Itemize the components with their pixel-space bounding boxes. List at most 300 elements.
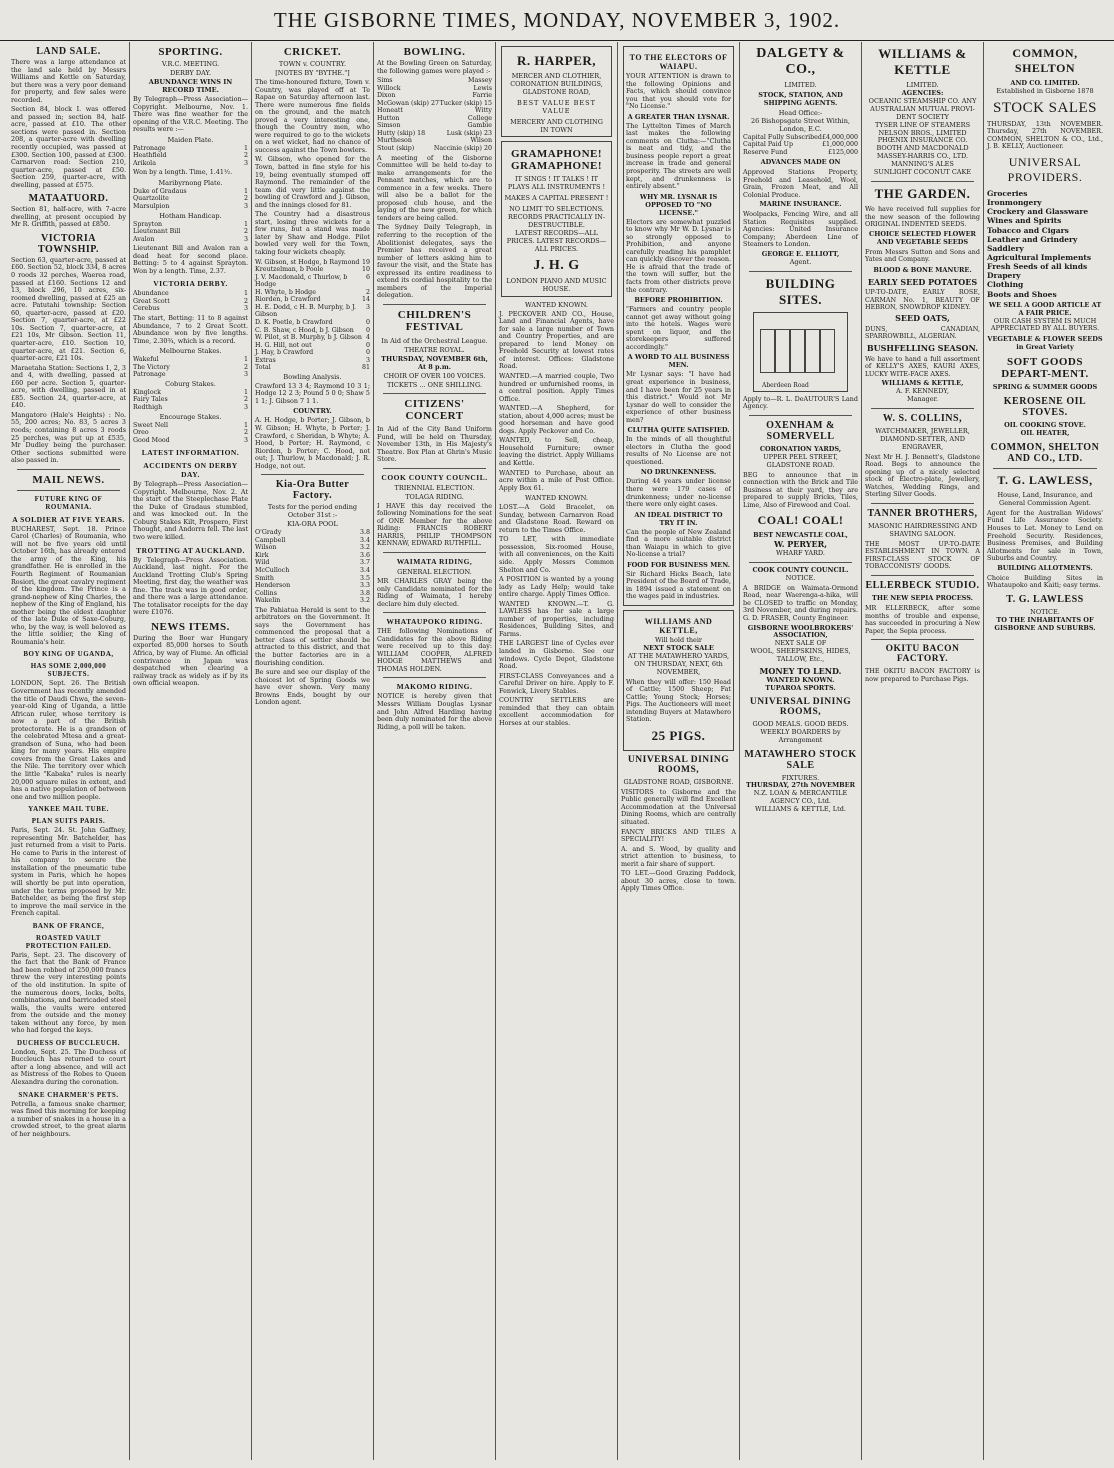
capital-rows: [743, 134, 858, 157]
seed-oats: SEED OATS,: [895, 312, 950, 323]
matawhero: AT THE MATAWHERO YARDS,: [627, 651, 730, 660]
result-cell: O'Grady: [255, 529, 282, 537]
result-cell: 3: [243, 436, 248, 444]
hotham-handicap: Hotham Handicap.: [159, 211, 222, 220]
filler-text: By Telegraph—Press Association—Copyright. Melbourne, Nov. 1. There was fine weather for the opening of the V.R.C. Meeting. The results were :—: [133, 95, 248, 134]
result-row: [255, 552, 370, 560]
result-cell: 0: [365, 326, 370, 334]
derby-rows: [133, 290, 248, 313]
result-cell: Patronage: [133, 144, 166, 152]
result-cell: Wild: [255, 559, 270, 567]
filler-text: We have to hand a full assortment of KELLY'S AXES, KAURI AXES, LUCKY WITE-FACE AXES.: [865, 354, 980, 378]
result-cell: 0: [365, 341, 370, 349]
jhg-heading: J. H. G: [533, 257, 580, 273]
filler-text: TO LET, with immediate possession, Six-roomed House, with all conveniences, on the Kaiti side. Apply Messrs Common Shelton and Co.: [499, 535, 614, 574]
result-row: [255, 567, 370, 575]
filler-text: We have received full supplies for the new season of the following ORIGINAL INDENTED SEEDS.: [865, 205, 980, 229]
column-3: [252, 42, 374, 1460]
filler-text: Mangatoro (Hale's Heights) : No. 55, 200 acres; No. 83, 5 acres 3 roods; containing 8 acres 3 roods 25 perches, was put up at £535, Mr Dudley being the purchaser. Other sections submitted were also passed in.: [11, 410, 126, 465]
result-row: [133, 429, 248, 437]
mataatuord-heading: MATAATUORD.: [28, 193, 109, 205]
list-item: Tobacco and Cigars: [987, 225, 1069, 235]
filler-text: "Farmers and country people cannot get away without going into the hotels. Wages were spent on liquor, and the storekeepers suffered accordingly.": [626, 305, 731, 351]
melb-rows: [133, 356, 248, 379]
result-cell: Kreutzelman, b Poole: [255, 266, 324, 274]
result-cell: Wilson: [255, 544, 277, 552]
filler-text: MR ELLERBECK, after some months of trouble and expense, has succeeded in procuring a New Paper, the Sepia process.: [865, 603, 980, 635]
citizens-heading: CITIZENS' CONCERT: [404, 397, 465, 422]
coburg-stakes: Coburg Stakes.: [165, 379, 216, 388]
universal-providers: UNIVERSAL PROVIDERS.: [1007, 155, 1083, 185]
result-cell: Campbell: [255, 536, 286, 544]
filler-text: THE LARGEST line of Cycles ever landed in Gisborne. See our windows. Cycle Depot, Gladstone Road.: [499, 639, 614, 671]
result-row: [255, 590, 370, 598]
universal-dining: UNIVERSAL DINING ROOMS,: [749, 696, 852, 717]
result-cell: Naccinie (skip) 20: [433, 145, 492, 153]
result-row: [255, 582, 370, 590]
result-cell: 3.8: [359, 589, 370, 597]
filler-text: Section 81, half-acre, with 7-acre dwelling, at present occupied by Mr R. Griffith, passed at £850.: [11, 205, 126, 229]
country-heading: COUNTRY.: [293, 407, 332, 416]
result-cell: Cerebus: [133, 305, 160, 313]
result-row: [255, 597, 370, 605]
filler-text: The Pahiatua Herald is sent to the arbitrators on the Government. It says the Government has commenced the proposal that a better class of settler should be attracted to this district, and that the butter factories are in a flourishing condition.: [255, 605, 370, 667]
result-row: [255, 334, 370, 342]
result-row: [133, 228, 248, 236]
in-mercery: MERCERY AND CLOTHING: [510, 117, 603, 126]
clutha: CLUTHA QUITE SATISFIED.: [627, 426, 730, 435]
columns: [8, 42, 1108, 1460]
enc-rows: [133, 422, 248, 445]
column-1: [8, 42, 130, 1460]
filler-text: A meeting of the Gisborne Committee will be held to-day to make arrangements for the Pennant matches, which are to commence in a few weeks. There will also be a ballot for the proposed club house, and the laying of the new green, for which tenders are being called.: [377, 153, 492, 222]
result-cell: 6: [365, 273, 370, 281]
filler-text: Agent for the Australian Widows' Fund Life Assurance Society. Houses to Let. Money to Lend on Freehold Security. Residences, Business Premises, and Building Allotments for sale in Town, Suburbs and Country.: [987, 508, 1103, 563]
sepia: THE NEW SEPIA PROCESS.: [872, 594, 973, 603]
result-row: [255, 296, 370, 304]
filler-text: COUNTRY SETTLERS are reminded that they can obtain excellent accommodation for Horses at our stables.: [499, 696, 614, 727]
result-row: [255, 274, 370, 289]
result-cell: Heathfield: [133, 152, 167, 160]
result-cell: 4: [365, 334, 370, 342]
latest-records: LATEST RECORDS—ALL PRICES. LATEST RECORDS—ALL PRICES.: [506, 228, 607, 253]
notice-7: NOTICE.: [785, 573, 816, 582]
spring-summer: SPRING & SUMMER GOODS: [992, 383, 1098, 392]
filler-text: BEG to announce that in connection with the Brick and Tile Business at their yard, they are prepared to supply Bricks, Tiles, Lime, Also of Firewood and Coal.: [743, 470, 858, 509]
filler-text: A. and S. Wood, by quality and strict attention to business, to merit a fair share of support.: [621, 844, 736, 868]
result-row: [377, 77, 492, 85]
filler-text: LOST.—A Gold Bracelet, on Sunday, between Carnarvon Road and Gladstone Road. Reward on return to the Times Office.: [499, 503, 614, 534]
filler-text: By Telegraph—Press Association—Copyright. Melbourne, Nov. 2. At the start of the Steeplechase Plate the Duke of Gradaus stumbled, and was knocked out. In the Coburg Stakes Kilt, Prospero, First Thought, and Andorra fell. The last two were killed.: [133, 480, 248, 541]
result-row: [133, 371, 248, 379]
result-row: [133, 396, 248, 404]
soft-goods: SOFT GOODS DEPART-MENT.: [1001, 356, 1089, 381]
will-hold: Will hold their: [654, 635, 703, 644]
result-cell: 3.5: [359, 574, 370, 582]
soldier-heading: A SOLDIER AT FIVE YEARS.: [12, 514, 125, 524]
plan-heading: PLAN SUITS PARIS.: [31, 817, 106, 826]
filler-text: VISITORS to Gisborne and the Public generally will find Excellent Accommodation at the Universal Dining Rooms, which are centrally situated.: [621, 787, 736, 826]
result-row: [133, 290, 248, 298]
result-row: [133, 298, 248, 306]
collins: W. S. COLLINS,: [882, 412, 963, 424]
result-row: [133, 195, 248, 203]
filler-text: In Aid of the City Band Uniform Fund, will be held on Thursday, November 13th, in His Majesty's Theatre. Box Plan at Ghrin's Music Store.: [377, 424, 492, 464]
filler-text: A POSITION is wanted by a young lady as Lady Help; would take entire charge. Apply Times Office.: [499, 575, 614, 599]
result-cell: Abundance: [133, 290, 169, 298]
records: RECORDS PRACTICALLY IN-DESTRUCTIBLE.: [507, 213, 606, 230]
filler-text: Section 84, block I. was offered and passed in; section 84, half-acre, passed at £10. The other sections were passed in. Section 208, a quarter-acre with dwelling recently occupied, was passed at £300. Section 100, passed at £300. Carnarvon road: Section 210, quarter-acre, passed at £50. Section 259, quarter-acre, with dwelling, passed at £575.: [11, 105, 126, 189]
food: FOOD FOR BUSINESS MEN.: [626, 560, 731, 569]
jhg-sub: LONDON PIANO AND MUSIC HOUSE.: [506, 276, 607, 293]
result-row: [133, 437, 248, 445]
result-cell: 2: [243, 429, 248, 437]
filler-text: A BRIDGE on Waimata-Ormond Road, near Waerenga-a-hika, will be CLOSED to traffic on Monday, 3rd November, and during repairs. G. D. FRASER, County Engineer.: [743, 583, 858, 622]
list-item: Clothing: [987, 280, 1024, 290]
town-v-country: TOWN v. COUNTRY.: [278, 60, 347, 68]
prohibition: WHY MR. LYSNAR IS OPPOSED TO "NO LICENSE.": [639, 192, 718, 217]
williams-kettle: WILLIAMS AND KETTLE,: [644, 616, 713, 635]
result-row: [377, 145, 492, 153]
column-6: [618, 42, 740, 1460]
masthead: [0, 0, 1114, 41]
result-cell: 2: [243, 297, 248, 305]
column-7: [740, 42, 862, 1460]
universal-heading: UNIVERSAL DINING ROOMS,: [627, 754, 730, 775]
fixtures: FIXTURES.: [781, 773, 820, 782]
result-cell: Quartzolite: [133, 195, 169, 203]
result-row: [743, 134, 858, 142]
coronation-yards: CORONATION YARDS,: [759, 444, 842, 453]
list-item: NELSON BROS., LIMITED: [878, 128, 967, 137]
result-cell: 1: [243, 187, 248, 195]
result-cell: 2: [243, 363, 248, 371]
best-value: BEST VALUE BEST VALUE: [517, 98, 596, 115]
result-cell: Farrie: [472, 92, 492, 100]
maiden-plate: Maiden Plate.: [167, 135, 214, 144]
land-sale-heading: LAND SALE.: [36, 46, 101, 57]
wk-sub: LIMITED.: [906, 81, 939, 89]
george-elliott: GEORGE E. ELLIOTT,: [761, 249, 840, 258]
next-stock-sale: NEXT STOCK SALE: [643, 643, 714, 652]
result-row: [133, 404, 248, 412]
building-allotments: BUILDING ALLOTMENTS.: [997, 563, 1093, 572]
blood-bone: BLOOD & BONE MANURE.: [873, 265, 972, 274]
result-row: [133, 203, 248, 211]
result-cell: Collins: [255, 589, 277, 597]
result-cell: Capital Fully Subscribed: [743, 133, 822, 141]
roasted-heading: ROASTED VAULT PROTECTION FAILED.: [25, 933, 112, 950]
filler-text: The Sydney Daily Telegraph, in referring to the reception of the Abolitionist delegates, says the Premier has received a great number of letters asking him to favour the visit, and the State has expressed its entire readiness to extend its cordial hospitality to the members of the Imperial delegation.: [377, 223, 492, 300]
filler-text: During 44 years under license there were 179 cases of drunkenness; under no-license there were only eight cases.: [626, 477, 731, 509]
games-rows: [377, 77, 492, 152]
filler-text: Woolpacks, Fencing Wire, and all Station Requisites supplied. Agencies: United Insurance Company; Aberdeen Line of Steamers to London.: [743, 210, 858, 249]
money-to-lend: MONEY TO LEND.: [759, 666, 842, 677]
filler-text: LONDON, Sept. 26. The British Government has recently amended the title of Daudi Chwa, the seven-year-old King of Uganda, a little African ruler, whose territory is now a part of the British protectorate. He is a grandson of the celebrated Mtesa and a great-grandson of Suna, who had been king for many years. His empire covers from the Great Lakes and the Nile. The territory over which the little "Kabaka" rules is nearly 20,000 square miles in extent, and has a native population of between one and two million people.: [11, 679, 126, 801]
melbourne-stakes: Melbourne Stakes.: [159, 347, 222, 356]
result-cell: Smith: [255, 574, 274, 582]
gisborne-woolbrokers: GISBORNE WOOLBROKERS' ASSOCIATION,: [747, 623, 854, 640]
sell-good: WE SELL A GOOD ARTICLE AT A FAIR PRICE.: [988, 300, 1102, 317]
weekly-boarders: WEEKLY BOARDERS by Arrangement: [760, 727, 841, 744]
bowling-heading: BOWLING.: [403, 46, 466, 58]
result-cell: £1,000,000: [821, 141, 858, 149]
roumania-heading: FUTURE KING OF ROUMANIA.: [34, 494, 103, 511]
result-row: [133, 422, 248, 430]
result-cell: 3: [243, 203, 248, 211]
result-cell: Lieutenant Bill: [133, 228, 181, 236]
plan-lot: [760, 329, 775, 373]
result-row: [255, 349, 370, 357]
stock-sales: STOCK SALES: [993, 99, 1097, 116]
list-item: Fresh Seeds of all kinds: [987, 262, 1088, 272]
it-sings: IT SINGS ! IT TALKS ! IT PLAYS ALL INSTRUMENTS !: [507, 175, 606, 192]
filler-text: The Country had a disastrous start, losing three wickets for a few runs, but a stand was made later by Shaw and Hodge. Pilot bowled very well for the Town, taking four wickets cheaply.: [255, 210, 370, 257]
best-newcastle: BEST NEWCASTLE COAL,: [753, 531, 848, 540]
bank-heading: BANK OF FRANCE,: [32, 921, 105, 930]
result-cell: 2: [243, 152, 248, 160]
filler-text: WANTED to Purchase, about an acre within a mile of Post Office. Apply Box 61.: [499, 468, 614, 492]
bowling-lead: At the Bowling Green on Saturday, the following games were played :-: [377, 59, 492, 75]
common-heading: COMMON, SHELTON: [1012, 46, 1078, 75]
result-cell: 2: [243, 228, 248, 236]
result-row: [377, 100, 492, 108]
childrens-heading: CHILDREN'S FESTIVAL: [397, 308, 472, 333]
tuparoa: TUPAROA SPORTS.: [765, 683, 836, 692]
result-cell: Lusk (skip) 23: [446, 129, 492, 137]
filler-text: BUCHAREST, Sept. 18. Prince Carol (Charles) of Roumania, who will not be five years old until October 16th, has already entered the army of the King, his grandfather. He is enrolled in the Fourth Regiment of Roumanian Rosiori, the great cavalry regiment of the kingdom. The Prince is a grand-nephew of King Charles, the nephew of the King of England, his mother being the eldest daughter of the late Duke of Saxe-Coburg, who, by the way, is well beloved as the little soldier, the King of Roumania's heir.: [11, 524, 126, 646]
good-meals: GOOD MEALS. GOOD BEDS.: [752, 719, 849, 728]
filler-text: I HAVE this day received the following Nominations for the seat of ONE Member for the above Riding: FRANCIS ROBERT HARRIS, PHILIP THOMPSON KENNAW, EDWARD RUTHFILL.: [377, 501, 492, 548]
wanted-known-7: WANTED KNOWN.: [766, 675, 835, 684]
marib-rows: [133, 188, 248, 211]
extras-value: 3: [365, 356, 370, 364]
lawless-sub: House, Land, Insurance, and General Commission Agent.: [997, 491, 1093, 507]
wool: WOOL, SHEEPSKINS, HIDES, TALLOW, Etc.,: [750, 647, 851, 664]
filler-text: FANCY BRICKS AND TILES A SPECIALITY!: [621, 827, 736, 844]
result-cell: 2: [243, 195, 248, 203]
list-item: Groceries: [987, 189, 1028, 199]
filler-text: The time-honoured fixture, Town v. Country, was played off at Te Rapae on Saturday afternoon last. There were numerous fine fields on the ground, and the match proved a very interesting one, though the Country men, who were required to go to the wickets on a wet wicket, had no chance of success against the Town bowlers.: [255, 78, 370, 154]
column-9: [984, 42, 1106, 1460]
building-sites: BUILDING SITES.: [765, 275, 836, 307]
result-cell: 1: [243, 220, 248, 228]
theatre-royal: THEATRE ROYAL.: [404, 345, 465, 354]
agencies: AGENCIES:: [901, 88, 944, 97]
filler-text: TO LET.—Good Grazing Paddock, about 30 acres, close to town. Apply Times Office.: [621, 869, 736, 893]
result-cell: Hutton: [377, 114, 400, 122]
result-cell: Massey: [468, 77, 492, 85]
result-row: [377, 137, 492, 145]
filler-text: Won by a length. Time, 1.41½.: [133, 168, 233, 177]
list-item: Drapery: [987, 271, 1021, 281]
next-sale-of: NEXT SALE OF: [774, 639, 827, 648]
wk-heading: WILLIAMS & KETTLE: [878, 46, 967, 77]
result-cell: Reserve Fund: [743, 148, 788, 156]
filler-text: During the Boer war Hungary exported 85,000 horses to South Africa, by way of Fiume. An official contrivance in Japan was despatched when clearing a railway track as widely as if by its own official weapon.: [133, 633, 248, 688]
result-cell: J. Hay, b Crawford: [255, 349, 314, 357]
result-cell: D. K. Poetle, b Crawford: [255, 318, 333, 326]
common2: COMMON, SHELTON AND CO., LTD.: [990, 442, 1100, 465]
manager: Manager.: [906, 395, 939, 404]
filler-text: Approved Stations Property, Freehold and Leasehold, Wool, Grain, Frozen Meat, and All Colonial Produce.: [743, 168, 858, 199]
result-row: [133, 356, 248, 364]
result-cell: Arikola: [133, 159, 156, 167]
filler-text: The start, Betting: 11 to 8 against Abundance, 7 to 2 Great Scott. Abundance won by five lengths. Time, 2.30¾, which is a record.: [133, 314, 248, 345]
ellerbeck: ELLERBECK STUDIO.: [865, 580, 980, 592]
kerosene: KEROSENE OIL STOVES.: [1003, 396, 1087, 419]
upper-peel: UPPER PEEL STREET, GLADSTONE ROAD.: [763, 452, 838, 469]
list-item: Boots and Shoes: [987, 289, 1057, 299]
notice-9: NOTICE.: [1030, 607, 1060, 616]
filler-text: Lieutenant Bill and Avalon ran a dead heat for second place. Betting: 5 to 4 against Sprayton. Won by a length. Time, 2.37.: [133, 244, 248, 275]
coal-heading: COAL! COAL!: [757, 513, 844, 528]
result-row: [377, 115, 492, 123]
column-5: [496, 42, 618, 1460]
childrens-sub: In Aid of the Orchestral League.: [381, 336, 488, 345]
result-cell: Henderson: [255, 582, 291, 590]
result-cell: Sprayton: [133, 220, 163, 228]
filler-text: Paris, Sept. 23. The discovery of the fact that the Bank of France had been robbed of 250,000 francs threw the very interesting points of the old institution. In spite of the numerous doors, locks, bolts, combinations, and barricaded steel walls, the vaults were entered from the outside and the money taken without any force, by men who had forged the keys.: [11, 950, 126, 1035]
filler-text: In the minds of all thoughtful electors in Clutha the good results of No License are not questioned.: [626, 435, 731, 466]
harper-ad: [501, 46, 612, 137]
result-cell: Good Mood: [133, 436, 170, 444]
thursday: THURSDAY, NOVEMBER 6th, At 8 p.m.: [381, 354, 488, 371]
marine-insurance: MARINE INSURANCE.: [759, 200, 842, 209]
filler-text: Maraetaha Station: Sections 1, 2, 3 and 4, with dwelling, passed at £60 per acre. Section 5, quarter-acre, with dwelling, passed in at £85. Section 24, quarter-acre, at £40.: [11, 363, 126, 410]
victoria-derby: VICTORIA DERBY.: [153, 279, 228, 289]
result-cell: Fairy Tales: [133, 396, 168, 404]
thursday-27: THURSDAY, 27th NOVEMBER: [746, 781, 855, 790]
result-cell: 3.7: [359, 559, 370, 567]
result-cell: 0: [365, 318, 370, 326]
electors-ad: [623, 46, 734, 606]
result-cell: Honeatt: [377, 107, 403, 115]
general-election: GENERAL ELECTION.: [397, 567, 472, 576]
result-row: [133, 236, 248, 244]
filler-text: WANTED, to Sell, cheap, Household Furniture; owner leaving the district. Apply Williams and Kettle.: [499, 436, 614, 467]
list-item: AUSTRALIAN MUTUAL PROVI-DENT SOCIETY: [870, 104, 975, 121]
result-cell: Stout (skip): [377, 145, 415, 153]
result-row: [133, 305, 248, 313]
nz-loan: N.Z. LOAN & MERCANTILE AGENCY CO., Ltd.: [753, 789, 848, 806]
result-row: [255, 529, 370, 537]
result-cell: Wilson: [470, 137, 492, 145]
inhabitants: TO THE INHABITANTS OF GISBORNE AND SUBURBS.: [994, 615, 1096, 632]
gramophone-heading: GRAMAPHONE! GRAMAPHONE!: [510, 148, 603, 173]
filler-text: W. Gibson, who opened for the Town, batted in fine style for his 19, being eventually stumped off Raymond. The remainder of the team did very little against the bowling of Crawford and J. Gibson, and the innings closed for 81.: [255, 155, 370, 209]
result-row: [255, 289, 370, 297]
total-label: Total: [255, 364, 271, 372]
town-batting: [255, 259, 370, 357]
filler-text: Next Mr H. J. Bennett's, Gladstone Road. Begs to announce the opening up of a nicely selected stock of Electro-plate, Jewellery, Watches, Wedding Rings, and Sterling Silver Goods.: [865, 452, 980, 499]
filler-text: NOTICE is hereby given that Messrs William Douglas Lysnar and John Alfred Harding having been duly nominated for the above Riding, a poll will be taken.: [377, 692, 492, 731]
result-cell: Murtheson: [377, 137, 412, 145]
result-row: [255, 342, 370, 350]
result-row: [133, 188, 248, 196]
result-cell: C. B. Shaw, c Hood, b J. Gibson: [255, 326, 354, 334]
mail-heading: MAIL NEWS.: [32, 473, 105, 486]
coburg-rows: [133, 389, 248, 412]
oil-heater: OIL HEATER,: [1020, 429, 1070, 438]
result-cell: Kirk: [255, 551, 269, 559]
bowling-analysis: Bowling Analysis.: [283, 372, 342, 381]
plan-lot: [820, 329, 835, 373]
result-cell: 3.2: [359, 597, 370, 605]
filler-text: The Lyttelton Times of March last makes the following comments on Clutha:—"Clutha is neat and tidy, and the business people report a great increase in trade and general prosperity. The streets are well kept, and drunkenness is entirely absent.": [626, 121, 731, 191]
filler-text: Can the people of New Zealand find a more suitable district than Waiapu in which to give No-license a trial?: [626, 527, 731, 559]
result-row: [133, 160, 248, 168]
uganda-heading: BOY KING OF UGANDA,: [23, 650, 114, 659]
gramophone-ad: [501, 141, 612, 296]
kiaora-heading: Kia-Ora Butter Factory.: [275, 479, 350, 502]
masthead-title: THE GISBORNE TIMES, MONDAY, NOVEMBER 3, 1902.: [273, 7, 841, 32]
kiaora-rows: [255, 529, 370, 604]
list-item: OCEANIC STEAMSHIP CO. ANY: [868, 96, 977, 105]
oxenham-heading: OXENHAM & SOMERVELL: [766, 419, 835, 442]
choir: CHOIR OF OVER 100 VOICES.: [383, 371, 486, 380]
waimata: WAIMATA RIDING,: [396, 556, 473, 566]
common-sub: AND CO. LIMITED.: [1010, 79, 1080, 87]
lawless: T. G. LAWLESS,: [997, 473, 1093, 488]
tickets: TICKETS ... ONE SHILLING.: [386, 380, 483, 389]
result-cell: 1: [243, 144, 248, 152]
result-cell: 3: [243, 403, 248, 411]
advances: ADVANCES MADE ON: [760, 158, 841, 167]
result-row: [133, 221, 248, 229]
result-cell: 3: [243, 305, 248, 313]
tanner: TANNER BROTHERS,: [867, 508, 978, 519]
filler-text: Section 63, quarter-acre, passed at £60. Section 52, block 334, 8 acres 0 roods 32 perches, Waerea road, passed at £160. Sections 12 and 13, block 296, 10 acres, six-roomed dwelling, passed at £25 an acre. Patutahi township: Section 60, quarter-acre, passed at £20. Section 7, quarter-acre, at £22 10s. Section 7, quarter-acre, at £21 10s, Mr Gibson. Section 11, quarter-acre, £10. Section 10, quarter-acre, at £21. Section 6, quarter-acre, £21 10s.: [11, 255, 126, 363]
dalgety-sub: LIMITED.: [784, 81, 817, 89]
filler-text: When they will offer: 150 Head of Cattle; 1500 Sheep; Fat Cattle; Young Stock; Horses; Pigs. The Auctioneers will meet intending Buyers at Matawhero Station.: [626, 677, 731, 724]
result-cell: 3: [243, 371, 248, 379]
tolaga: TOLAGA RIDING.: [405, 492, 464, 501]
vrc-heading: V.R.C. MEETING.: [161, 60, 220, 68]
column-8: [862, 42, 984, 1460]
trotting-heading: TROTTING AT AUCKLAND.: [136, 545, 245, 555]
filler-text: UP-TO-DATE, EARLY ROSE, CARMAN No. 1, BEAUTY OF HEBRON, SNOWDROP KIDNEY.: [865, 288, 980, 312]
wharf-yard: WHARF YARD.: [776, 549, 825, 558]
head-office: Head Office:-: [778, 108, 823, 117]
wanted-known: WANTED KNOWN.: [525, 300, 588, 309]
filler-text: Be sure and see our display of the choicest lot of Spring Goods we have ever shown. Very many Browns Ends, bought by our London agent.: [255, 668, 370, 707]
result-cell: 3.4: [359, 566, 370, 574]
result-cell: 1: [243, 290, 248, 298]
result-row: [377, 85, 492, 93]
list-item: SUNLIGHT COCONUT CAKE: [873, 168, 972, 177]
kiaora-pool: KIA-ORA POOL: [287, 520, 338, 529]
wk-ltd: WILLIAMS & KETTLE,: [881, 379, 964, 388]
no-limit: NO LIMIT TO SELECTIONS.: [509, 205, 604, 214]
result-cell: 1: [243, 356, 248, 364]
result-cell: 2: [243, 396, 248, 404]
total-value: 81: [361, 364, 370, 372]
agent: Agent.: [789, 257, 812, 266]
maribyrnong-plate: Maribyrnong Plate.: [158, 178, 223, 187]
result-row: [255, 537, 370, 545]
land-sale-lead: There was a large attendance at the land sale held by Messrs Williams and Kettle on Saturday, but there was a very poor demand for property, and few sales were recorded.: [11, 58, 126, 104]
kiaora-sub: Tests for the period ending October 31st :-: [267, 503, 358, 520]
result-cell: Witty: [475, 107, 492, 115]
lawless2: T. G. LAWLESS: [1006, 593, 1084, 605]
list-item: Ironmongery: [987, 198, 1042, 208]
result-cell: 14: [361, 296, 370, 304]
result-cell: Redthigh: [133, 403, 163, 411]
result-cell: W. Gibson, st Hodge, b Raymond: [255, 258, 360, 266]
filler-text: WANTED.—A married couple, Two hundred or unfurnished rooms, in a central position. Apply Times Office.: [499, 371, 614, 403]
filler-text: WANTED KNOWN.—T. G. LAWLESS has for sale a large number of properties, including Residences, Building Sites, and Farms.: [499, 599, 614, 638]
